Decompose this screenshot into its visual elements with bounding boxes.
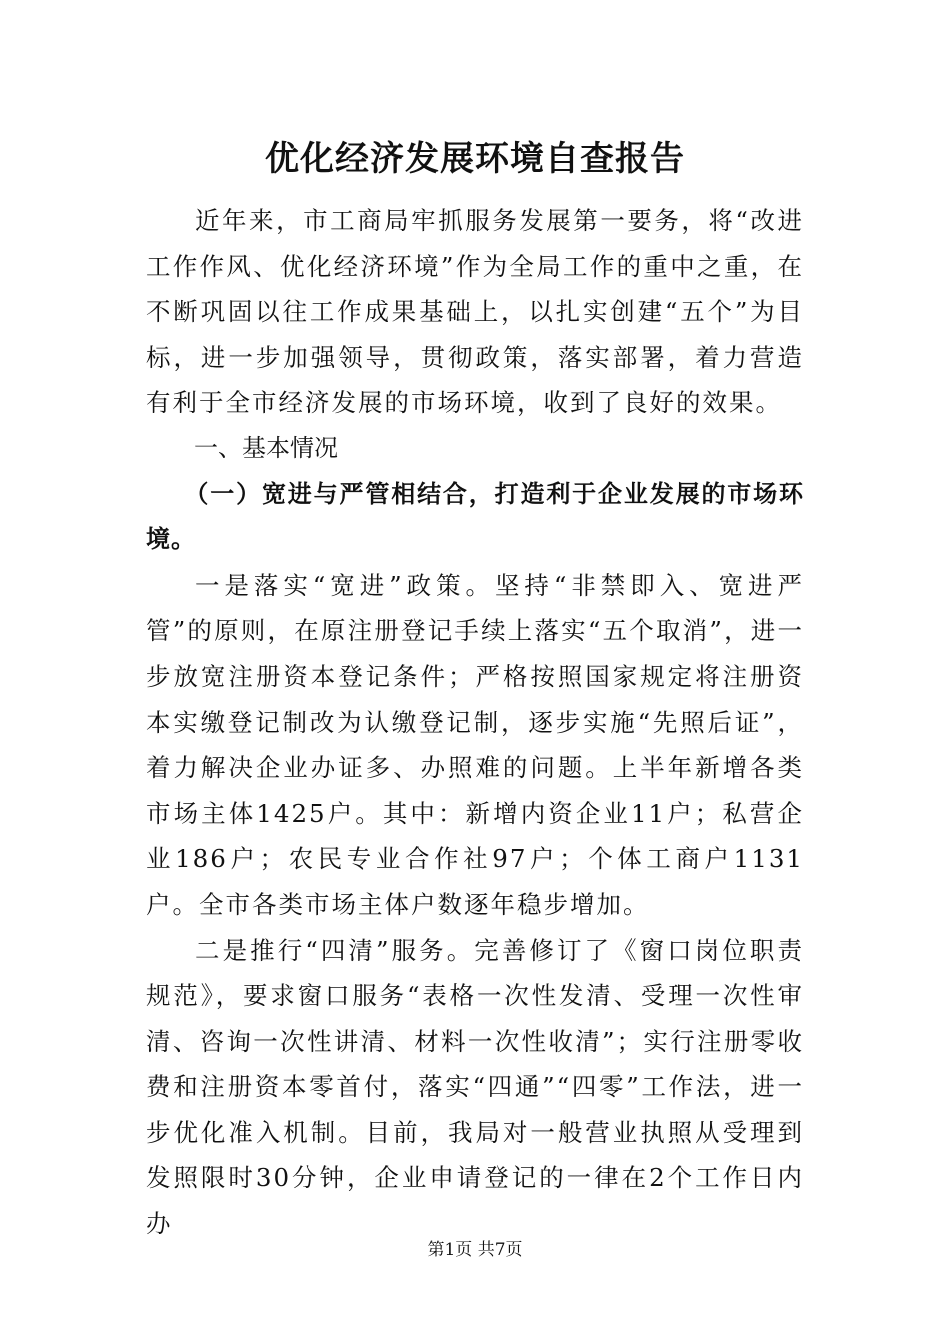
section-heading-basic-situation: 一、基本情况 xyxy=(194,433,338,462)
document-body xyxy=(146,198,804,1247)
subsection-heading-1: （一）宽进与严管相结合，打造利于企业发展的市场环境。 xyxy=(146,479,804,554)
paragraph-first-point: 一是落实“宽进”政策。坚持“非禁即入、宽进严管”的原则，在原注册登记手续上落实“五个取消”，进一步放宽注册资本登记条件；严格按照国家规定将注册资本实缴登记制改为认缴登记制，逐步实施“先照后证”，着力解决企业办证多、办照难的问题。上半年新增各类市场主体1425户。其中：新增内资企业11户；私营企业186户；农民专业合作社97户；个体工商户1131户。全市各类市场主体户数逐年稳步增加。 xyxy=(146,570,804,919)
page-footer: 第1页 共7页 xyxy=(427,1240,523,1260)
paragraph-second-point: 二是推行“四清”服务。完善修订了《窗口岗位职责规范》，要求窗口服务“表格一次性发清、受理一次性审清、咨询一次性讲清、材料一次性收清”；实行注册零收费和注册资本零首付，落实“四通”“四零”工作法，进一步优化准入机制。目前，我局对一般营业执照从受理到发照限时30分钟，企业申请登记的一律在2个工作日内办 xyxy=(146,935,804,1239)
document-title: 优化经济发展环境自查报告 xyxy=(265,139,685,179)
intro-paragraph: 近年来，市工商局牢抓服务发展第一要务，将“改进工作作风、优化经济环境”作为全局工作的重中之重，在不断巩固以往工作成果基础上，以扎实创建“五个”为目标，进一步加强领导，贯彻政策，落实部署，着力营造有利于全市经济发展的市场环境，收到了良好的效果。 xyxy=(146,206,804,418)
